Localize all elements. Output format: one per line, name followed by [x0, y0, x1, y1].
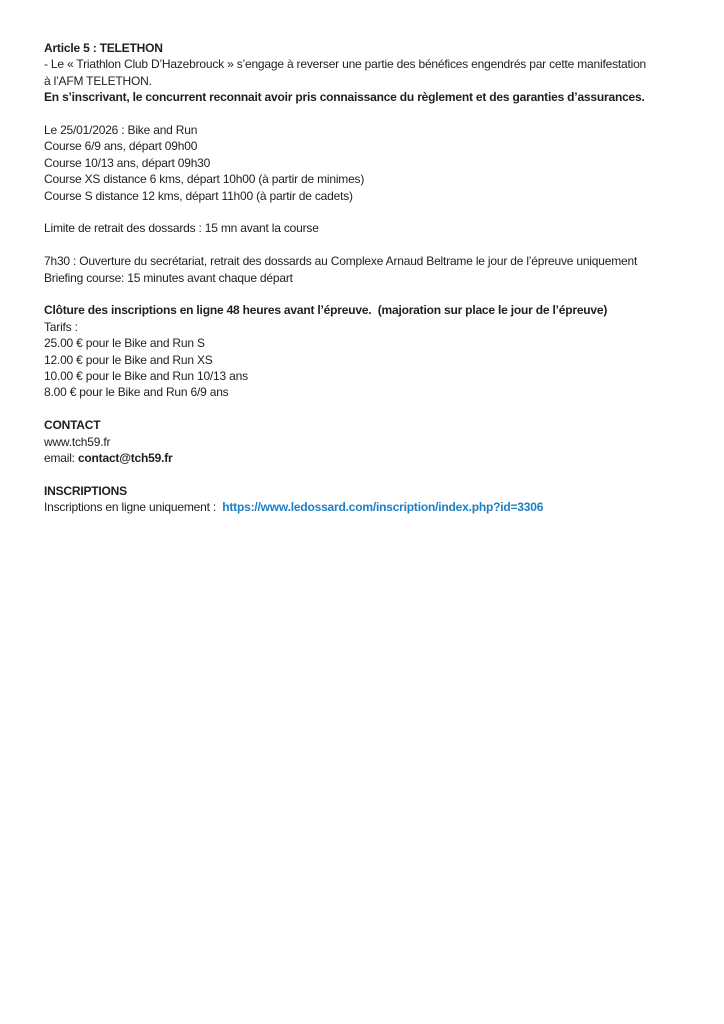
- section-article5: [44, 40, 710, 106]
- course-line-10-13: Course 10/13 ans, départ 09h30: [44, 155, 211, 170]
- contact-email-line: [44, 450, 710, 466]
- section-pricing: [44, 302, 710, 400]
- secretariat-opening: 7h30 : Ouverture du secrétariat, retrait des dossards au Complexe Arnaud Beltrame le jour de l’épreuve uniquement: [44, 254, 638, 269]
- article5-acknowledgement: En s’inscrivant, le concurrent reconnait avoir pris connaissance du règlement et des garanties d’assurances.: [44, 90, 645, 105]
- contact-heading: CONTACT: [44, 418, 101, 433]
- inscriptions-line: [44, 499, 710, 515]
- registration-closing-note: Clôture des inscriptions en ligne 48 heures avant l’épreuve. (majoration sur place le jour de l’épreuve): [44, 303, 608, 318]
- bib-pickup-limit: Limite de retrait des dossards : 15 mn avant la course: [44, 221, 319, 236]
- article5-body-line1: - Le « Triathlon Club D’Hazebrouck » s’engage à reverser une partie des bénéfices engendrés par cette manifestation: [44, 57, 647, 72]
- registration-link[interactable]: https://www.ledossard.com/inscription/index.php?id=3306: [222, 500, 544, 515]
- tarifs-label: Tarifs :: [44, 319, 78, 334]
- section-contact: [44, 417, 710, 466]
- contact-website: www.tch59.fr: [44, 434, 111, 449]
- inscriptions-heading: INSCRIPTIONS: [44, 483, 127, 498]
- contact-email-label: email:: [44, 451, 78, 466]
- contact-email-address: contact@tch59.fr: [77, 451, 173, 466]
- inscriptions-label: Inscriptions en ligne uniquement :: [44, 500, 223, 515]
- section-inscriptions: [44, 483, 710, 516]
- article5-body-line2: à l’AFM TELETHON.: [44, 73, 152, 88]
- section-schedule: [44, 122, 710, 204]
- article5-heading: Article 5 : TELETHON: [44, 41, 163, 55]
- course-line-6-9: Course 6/9 ans, départ 09h00: [44, 139, 198, 154]
- course-line-xs: Course XS distance 6 kms, départ 10h00 (à partir de minimes): [44, 172, 365, 187]
- course-line-s: Course S distance 12 kms, départ 11h00 (à partir de cadets): [44, 188, 353, 203]
- section-secretariat: [44, 253, 710, 286]
- price-line-s: 25.00 € pour le Bike and Run S: [44, 336, 205, 351]
- event-date-line: Le 25/01/2026 : Bike and Run: [44, 123, 198, 138]
- price-line-6-9: 8.00 € pour le Bike and Run 6/9 ans: [44, 385, 229, 400]
- briefing-info: Briefing course: 15 minutes avant chaque départ: [44, 270, 293, 285]
- section-bib-limit: [44, 220, 710, 236]
- price-line-10-13: 10.00 € pour le Bike and Run 10/13 ans: [44, 369, 248, 384]
- price-line-xs: 12.00 € pour le Bike and Run XS: [44, 352, 213, 367]
